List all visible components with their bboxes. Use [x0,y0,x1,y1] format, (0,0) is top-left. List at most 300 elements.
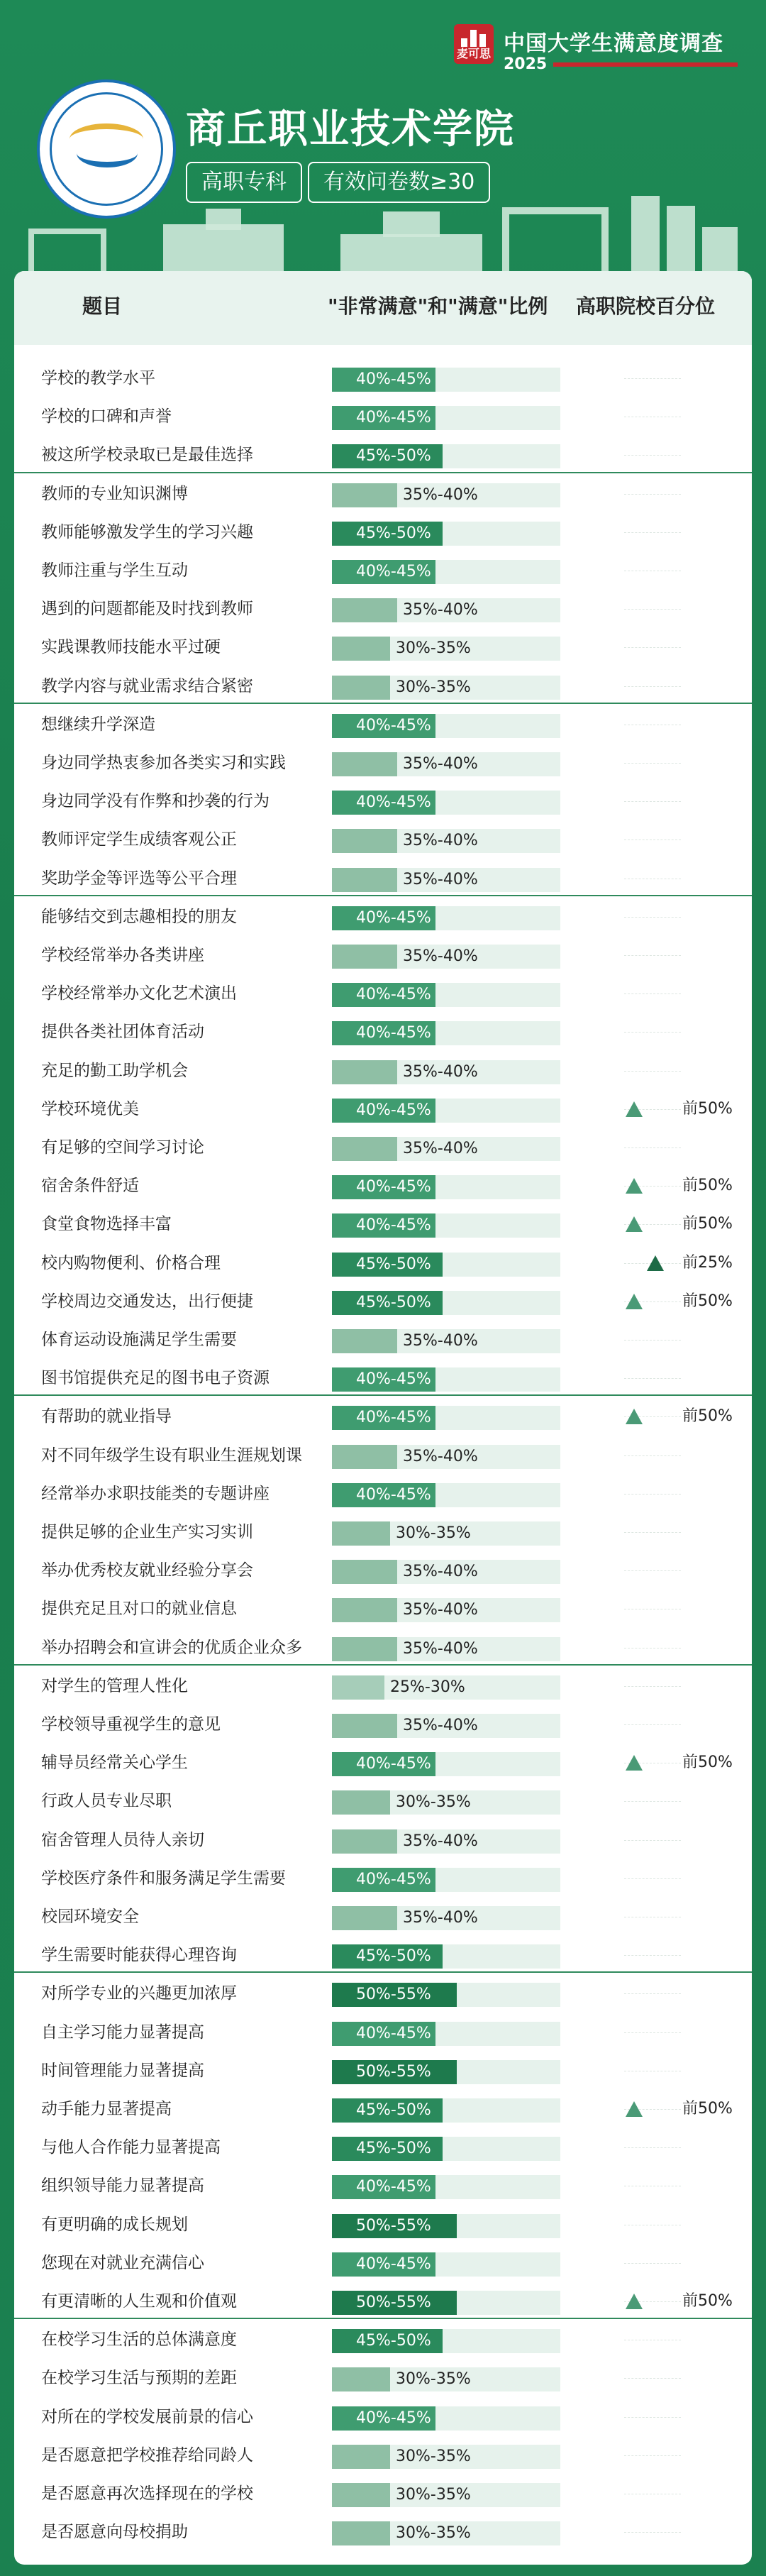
satisfaction-bar-fill [332,676,390,700]
table-row [14,2436,752,2475]
question-label: 学校领导重视学生的意见 [41,1715,221,1734]
satisfaction-bar-track [332,1175,560,1199]
satisfaction-range: 25%-30% [390,1678,465,1696]
satisfaction-bar-track [332,1367,560,1392]
question-label: 教师的专业知识渊博 [41,484,188,503]
question-label: 充足的勤工助学机会 [41,1061,188,1080]
table-row [14,1590,752,1628]
table-row [14,590,752,628]
table-row [14,744,752,782]
table-row [14,436,752,474]
school-name: 商丘职业技术学院 [186,106,515,153]
satisfaction-range: 30%-35% [396,2524,471,2543]
table-row [14,1859,752,1898]
satisfaction-bar-track [332,945,560,969]
satisfaction-bar-track [332,906,560,930]
satisfaction-bar-fill [332,1329,397,1353]
question-label: 体育运动设施满足学生需要 [41,1331,237,1349]
campus-skyline-illustration [28,192,738,277]
satisfaction-range: 40%-45% [356,1755,431,1773]
emblem-mark [70,118,143,175]
question-label: 学校的教学水平 [41,369,155,387]
question-label: 与他人合作能力显著提高 [41,2138,221,2157]
question-label: 有帮助的就业指导 [41,1407,172,1426]
satisfaction-bar-fill [332,1060,397,1084]
percentile-guide [624,955,681,956]
percentile-guide [624,1340,681,1341]
satisfaction-bar-track [332,1253,560,1277]
satisfaction-range: 40%-45% [356,2255,431,2273]
satisfaction-bar-fill [332,1637,397,1661]
satisfaction-bar-track [332,1906,560,1930]
satisfaction-range: 40%-45% [356,1101,431,1119]
percentile-label: 前25% [682,1253,733,1272]
satisfaction-range: 30%-35% [396,2486,471,2504]
satisfaction-bar-fill [332,598,397,622]
header-question: 题目 [82,295,123,318]
satisfaction-bar-fill [332,1790,390,1815]
table-header [14,271,752,345]
percentile-guide [624,1993,681,1994]
question-label: 被这所学校录取已是最佳选择 [41,446,253,465]
satisfaction-bar-track [332,2329,560,2353]
satisfaction-range: 35%-40% [403,832,478,850]
percentile-guide [624,455,681,456]
satisfaction-range: 35%-40% [403,1563,478,1581]
table-row [14,397,752,436]
satisfaction-bar-fill [332,637,390,661]
satisfaction-range: 35%-40% [403,1332,478,1350]
question-label: 举办优秀校友就业经验分享会 [41,1561,253,1580]
table-row [14,2282,752,2321]
satisfaction-range: 50%-55% [356,1986,431,2004]
satisfaction-bar-fill [332,483,397,507]
satisfaction-range: 35%-40% [403,485,478,504]
satisfaction-range: 35%-40% [403,1140,478,1157]
table-row [14,1974,752,2013]
question-label: 行政人员专业尽职 [41,1792,172,1811]
question-label: 学校的口碑和声誉 [41,407,172,426]
satisfaction-range: 35%-40% [403,870,478,888]
question-label: 提供足够的企业生产实习实训 [41,1523,253,1541]
table-row [14,2090,752,2128]
satisfaction-bar-track [332,714,560,738]
satisfaction-bar-fill [332,1521,390,1546]
percentile-marker-icon [626,1755,643,1771]
percentile-guide [624,993,681,994]
table-row [14,475,752,513]
percentile-marker-icon [626,1178,643,1194]
table-row [14,898,752,936]
tag-sample-size: 有效问卷数≥30 [308,162,490,203]
section-divider [14,472,752,473]
section-divider [14,1664,752,1666]
table-row [14,1436,752,1475]
table-row [14,1513,752,1551]
question-label: 辅导员经常关心学生 [41,1754,188,1773]
table-row [14,1359,752,1397]
table-row [14,1013,752,1051]
percentile-marker-icon [626,1216,643,1232]
table-row [14,667,752,705]
question-label: 奖助学金等评选等公平合理 [41,869,237,888]
satisfaction-bar-track [332,2022,560,2046]
satisfaction-bar-track [332,1637,560,1661]
table-row [14,1321,752,1359]
satisfaction-range: 35%-40% [403,1639,478,1658]
satisfaction-bar-track [332,1868,560,1892]
question-label: 动手能力显著提高 [41,2100,172,2118]
satisfaction-bar-track [332,829,560,853]
satisfaction-bar-track [332,560,560,584]
percentile-guide [624,1570,681,1571]
table-row [14,2513,752,2551]
satisfaction-bar-fill [332,1445,397,1469]
percentile-guide [624,763,681,764]
satisfaction-bar-track [332,1560,560,1584]
satisfaction-range: 50%-55% [356,2216,431,2235]
section-divider [14,1394,752,1396]
satisfaction-bar-track [332,2060,560,2084]
percentile-guide [624,1724,681,1725]
question-label: 宿舍管理人员待人亲切 [41,1830,204,1849]
percentile-label: 前50% [682,2292,733,2310]
satisfaction-range: 40%-45% [356,908,431,927]
satisfaction-range: 35%-40% [403,601,478,620]
percentile-label: 前50% [682,1177,733,1195]
satisfaction-range: 50%-55% [356,2062,431,2081]
satisfaction-bar-fill [332,2521,390,2545]
satisfaction-bar-track [332,522,560,546]
satisfaction-bar-track [332,1790,560,1815]
satisfaction-bar-track [332,2406,560,2431]
satisfaction-bar-fill [332,752,397,776]
table-row [14,1551,752,1590]
satisfaction-bar-track [332,1944,560,1969]
question-label: 时间管理能力显著提高 [41,2061,204,2080]
question-label: 提供各类社团体育活动 [41,1023,204,1042]
question-label: 对所在的学校发展前景的信心 [41,2407,253,2426]
satisfaction-bar-track [332,2137,560,2161]
percentile-guide [624,801,681,802]
section-divider [14,895,752,896]
satisfaction-bar-track [332,2252,560,2277]
question-label: 组织领导能力显著提高 [41,2176,204,2196]
satisfaction-bar-track [332,983,560,1007]
table-row [14,513,752,551]
table-row [14,705,752,744]
satisfaction-bar-track [332,2214,560,2238]
percentile-guide [624,1494,681,1495]
percentile-marker-icon [626,1409,643,1424]
question-label: 实践课教师技能水平过硬 [41,638,221,657]
satisfaction-bar-track [332,598,560,622]
satisfaction-range: 40%-45% [356,2409,431,2427]
question-label: 是否愿意向母校捐助 [41,2523,188,2542]
table-row [14,1936,752,1974]
question-label: 对不同年级学生设有职业生涯规划课 [41,1446,302,1465]
percentile-guide [624,1147,681,1148]
brand-logo-tag: 麦可思 [456,47,491,60]
question-label: 学校经常举办文化艺术演出 [41,984,237,1003]
question-label: 身边同学没有作弊和抄袭的行为 [41,792,270,811]
question-label: 身边同学热衷参加各类实习和实践 [41,754,286,772]
survey-table-card [14,271,752,2565]
satisfaction-bar-track [332,1291,560,1315]
satisfaction-bar-track [332,1521,560,1546]
survey-brand [454,24,738,81]
satisfaction-bar-track [332,483,560,507]
satisfaction-range: 40%-45% [356,1409,431,1427]
satisfaction-bar-track [332,2098,560,2123]
satisfaction-range: 45%-50% [356,1255,431,1273]
satisfaction-range: 45%-50% [356,2332,431,2350]
table-row [14,2244,752,2282]
satisfaction-range: 40%-45% [356,793,431,812]
satisfaction-range: 40%-45% [356,409,431,427]
table-row [14,1629,752,1667]
percentile-guide [624,1878,681,1879]
satisfaction-bar-track [332,2175,560,2199]
satisfaction-range: 40%-45% [356,1485,431,1504]
satisfaction-bar-track [332,1483,560,1507]
satisfaction-bar-fill [332,829,397,853]
percentile-guide [624,1071,681,1072]
question-label: 学校经常举办各类讲座 [41,946,204,964]
table-row [14,1052,752,1090]
satisfaction-bar-track [332,1213,560,1238]
satisfaction-range: 40%-45% [356,563,431,580]
satisfaction-bar-track [332,676,560,700]
percentile-guide [624,2147,681,2148]
table-row [14,1898,752,1936]
percentile-label: 前50% [682,1407,733,1426]
satisfaction-bar-fill [332,1137,397,1161]
satisfaction-range: 35%-40% [403,1909,478,1927]
satisfaction-bar-fill [332,2367,390,2391]
satisfaction-range: 35%-40% [403,1447,478,1465]
percentile-guide [624,532,681,533]
percentile-marker-icon [647,1255,664,1271]
percentile-guide [624,1032,681,1033]
satisfaction-range: 35%-40% [403,1832,478,1850]
table-row [14,1744,752,1782]
satisfaction-range: 40%-45% [356,1024,431,1042]
table-row [14,820,752,859]
question-label: 遇到的问题都能及时找到教师 [41,600,253,619]
satisfaction-bar-fill [332,868,397,892]
satisfaction-bar-fill [332,1714,397,1738]
percentile-guide [624,2263,681,2264]
satisfaction-bar-fill [332,1560,397,1584]
percentile-guide [624,378,681,379]
question-label: 学校环境优美 [41,1099,139,1118]
brand-title: 中国大学生满意度调查 [504,31,723,56]
percentile-guide [624,2417,681,2418]
percentile-marker-icon [626,2294,643,2309]
percentile-guide [624,1532,681,1533]
table-row [14,359,752,397]
table-row [14,1475,752,1513]
table-row [14,2359,752,2397]
satisfaction-range: 30%-35% [396,639,471,658]
question-label: 自主学习能力显著提高 [41,2022,204,2042]
table-row [14,2052,752,2090]
satisfaction-bar-track [332,368,560,392]
satisfaction-range: 40%-45% [356,2178,431,2196]
satisfaction-bar-track [332,1752,560,1776]
question-label: 宿舍条件舒适 [41,1177,139,1196]
table-row [14,1397,752,1436]
question-label: 校内购物便利、价格合理 [41,1253,221,1272]
satisfaction-bar-track [332,2367,560,2391]
satisfaction-bar-fill [332,2483,390,2507]
satisfaction-range: 45%-50% [356,2140,431,2158]
satisfaction-bar-track [332,791,560,815]
question-label: 是否愿意把学校推荐给同龄人 [41,2445,253,2465]
percentile-label: 前50% [682,1292,733,1310]
question-label: 提供充足且对口的就业信息 [41,1600,237,1619]
satisfaction-bar-track [332,1329,560,1353]
table-row [14,1090,752,1128]
satisfaction-bar-track [332,2445,560,2469]
percentile-label: 前50% [682,1099,733,1118]
question-label: 能够结交到志趣相投的朋友 [41,907,237,926]
percentile-guide [624,647,681,648]
satisfaction-bar-fill [332,2445,390,2469]
percentile-guide [624,2378,681,2379]
satisfaction-range: 40%-45% [356,2024,431,2042]
table-row [14,2321,752,2359]
satisfaction-bar-fill [332,945,397,969]
brand-year: 2025 [504,55,548,73]
question-label: 经常举办求职技能类的专题讲座 [41,1484,270,1503]
question-label: 学校医疗条件和服务满足学生需要 [41,1868,286,1888]
table-row [14,1205,752,1243]
question-label: 在校学习生活与预期的差距 [41,2369,237,2388]
table-row [14,974,752,1013]
table-row [14,551,752,590]
satisfaction-bar-track [332,868,560,892]
satisfaction-range: 40%-45% [356,716,431,734]
satisfaction-range: 45%-50% [356,2101,431,2119]
satisfaction-bar-track [332,444,560,468]
question-label: 您现在对就业充满信心 [41,2253,204,2272]
satisfaction-range: 30%-35% [396,2447,471,2465]
question-label: 图书馆提供充足的图书电子资源 [41,1369,270,1388]
satisfaction-bar-track [332,637,560,661]
percentile-guide [624,1801,681,1802]
brand-underline [553,62,738,67]
satisfaction-range: 45%-50% [356,1293,431,1311]
table-row [14,1705,752,1744]
table-row [14,2128,752,2167]
table-row [14,1667,752,1705]
table-row [14,2206,752,2244]
table-row [14,936,752,974]
percentile-guide [624,686,681,687]
percentile-guide [624,609,681,610]
satisfaction-bar-track [332,2521,560,2545]
satisfaction-range: 30%-35% [396,2370,471,2389]
percentile-marker-icon [626,2101,643,2117]
question-label: 在校学习生活的总体满意度 [41,2330,237,2350]
percentile-guide [624,1955,681,1956]
table-row [14,859,752,898]
satisfaction-bar-fill [332,1675,384,1700]
satisfaction-range: 35%-40% [403,1601,478,1619]
satisfaction-range: 40%-45% [356,1178,431,1196]
percentile-guide [624,1840,681,1841]
table-row [14,782,752,820]
percentile-guide [624,2032,681,2033]
satisfaction-bar-track [332,1021,560,1045]
table-row [14,628,752,666]
question-label: 对所学专业的兴趣更加浓厚 [41,1984,237,2003]
percentile-label: 前50% [682,2100,733,2118]
satisfaction-bar-fill [332,1829,397,1854]
header-satisfaction-ratio: "非常满意"和"满意"比例 [328,295,548,318]
percentile-label: 前50% [682,1754,733,1772]
question-label: 举办招聘会和宣讲会的优质企业众多 [41,1638,302,1657]
table-row [14,2013,752,2052]
satisfaction-bar-track [332,406,560,430]
section-divider [14,703,752,704]
satisfaction-range: 40%-45% [356,1216,431,1235]
question-label: 学生需要时能获得心理咨询 [41,1946,237,1965]
satisfaction-range: 40%-45% [356,1870,431,1888]
question-label: 教学内容与就业需求结合紧密 [41,676,253,695]
satisfaction-range: 45%-50% [356,1947,431,1966]
satisfaction-range: 35%-40% [403,1062,478,1081]
satisfaction-range: 45%-50% [356,447,431,466]
satisfaction-range: 40%-45% [356,986,431,1004]
satisfaction-range: 35%-40% [403,947,478,965]
table-row [14,1782,752,1820]
table-row [14,1821,752,1859]
satisfaction-range: 30%-35% [396,1793,471,1812]
table-row [14,1167,752,1205]
satisfaction-bar-track [332,2483,560,2507]
section-divider [14,2318,752,2319]
table-row [14,1282,752,1321]
satisfaction-range: 45%-50% [356,524,431,542]
satisfaction-bar-track [332,1983,560,2007]
satisfaction-bar-fill [332,1598,397,1622]
brand-logo [454,24,494,64]
satisfaction-range: 30%-35% [396,678,471,696]
question-label: 是否愿意再次选择现在的学校 [41,2484,253,2503]
satisfaction-bar-track [332,1598,560,1622]
question-label: 有更清晰的人生观和价值观 [41,2292,237,2311]
question-label: 学校周边交通发达，出行便捷 [41,1292,253,1311]
percentile-marker-icon [626,1294,643,1309]
percentile-guide [624,1455,681,1456]
question-label: 教师注重与学生互动 [41,561,188,580]
percentile-guide [624,2455,681,2456]
percentile-guide [624,494,681,495]
satisfaction-range: 50%-55% [356,2294,431,2311]
table-row [14,1128,752,1167]
question-label: 教师评定学生成绩客观公正 [41,830,237,849]
header-percentile: 高职院校百分位 [576,295,716,318]
question-label: 对学生的管理人性化 [41,1676,188,1695]
percentile-guide [624,917,681,918]
question-label: 校园环境安全 [41,1908,139,1926]
satisfaction-bar-track [332,1675,560,1700]
table-row [14,2398,752,2436]
satisfaction-bar-track [332,1714,560,1738]
